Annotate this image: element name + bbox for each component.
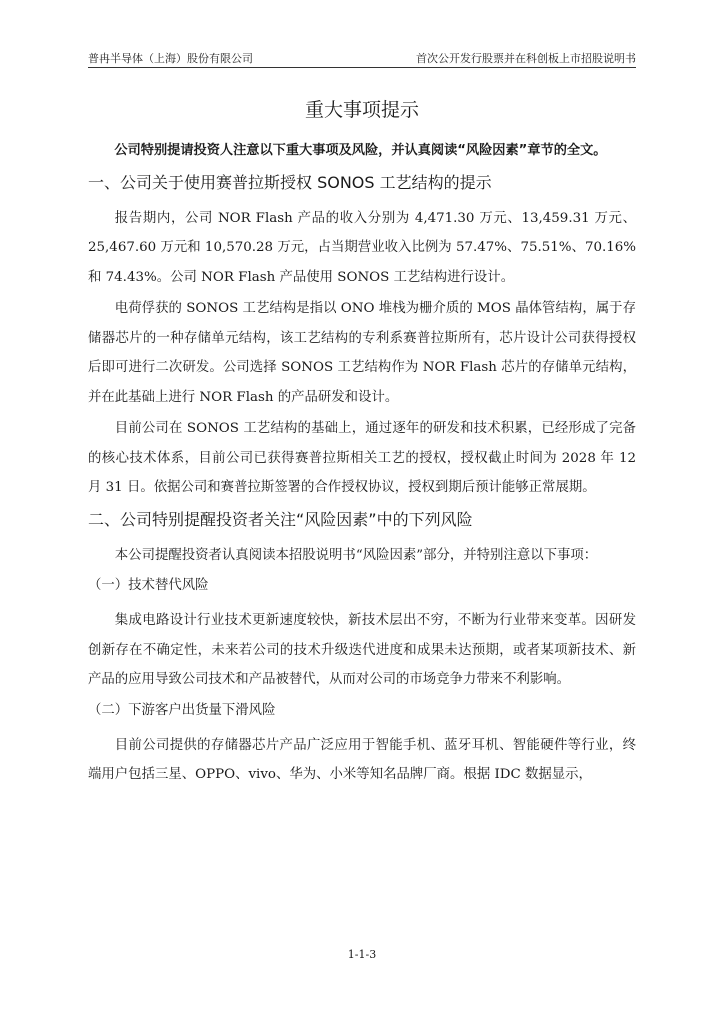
page-title: 重大事项提示 (304, 99, 419, 121)
subsection-2-heading: （二）下游客户出货量下滑风险 (88, 702, 276, 718)
page-number: 1-1-3 (347, 948, 377, 961)
subsection-1-text: 集成电路设计行业技术更新速度较快，新技术层出不穷，不断为行业带来变革。因研发创新存在不确定性，未来若公司的技术升级迭代进度和成果未达预期，或者某项新技术、新产品的应用导致公司技术和产品被替代，从而对公司的市场竞争力带来不利影响。 (88, 613, 636, 687)
header-document-title: 首次公开发行股票并在科创板上市招股说明书 (416, 52, 636, 65)
section-1-paragraph: 报告期内，公司 NOR Flash 产品的收入分别为 4,471.30 万元、13,459.31 万元、25,467.60 万元和 10,570.28 万元，占当期营业收入比例为 57.47%、75.51%、70.16%和 74.43%。公司 NOR Flash 产品使用 SONOS 工艺结构进行设计。 (88, 210, 636, 285)
subsection-1-heading: （一）技术替代风险 (88, 578, 209, 593)
document-body (88, 96, 636, 792)
section-1-paragraph: 电荷俘获的 SONOS 工艺结构是指以 ONO 堆栈为栅介质的 MOS 晶体管结构，属于存储器芯片的一种存储单元结构，该工艺结构的专利系赛普拉斯所有，芯片设计公司获得授权后即可进行二次研发。公司选择 SONOS 工艺结构作为 NOR Flash 芯片的存储单元结构，并在此基础上进行 NOR Flash 的产品研发和设计。 (88, 301, 636, 405)
header-company-name: 普冉半导体（上海）股份有限公司 (88, 52, 253, 65)
section-1-paragraph: 目前公司在 SONOS 工艺结构的基础上，通过逐年的研发和技术积累，已经形成了完备的核心技术体系，目前公司已获得赛普拉斯相关工艺的授权，授权截止时间为 2028 年 12 月 31 日。依据公司和赛普拉斯签署的合作授权协议，授权到期后预计能够正常展期。 (88, 421, 636, 495)
section-2-intro: 本公司提醒投资者认真阅读本招股说明书“风险因素”部分，并特别注意以下事项： (114, 547, 598, 563)
page-header (88, 50, 636, 66)
header-divider (88, 67, 636, 68)
section-1-heading: 一、公司关于使用赛普拉斯授权 SONOS 工艺结构的提示 (88, 172, 492, 192)
intro-paragraph: 公司特别提请投资人注意以下重大事项及风险，并认真阅读“风险因素”章节的全文。 (114, 143, 607, 158)
subsection-2-text: 目前公司提供的存储器芯片产品广泛应用于智能手机、蓝牙耳机、智能硬件等行业，终端用户包括三星、OPPO、vivo、华为、小米等知名品牌厂商。根据 IDC 数据显示， (88, 737, 636, 782)
section-2-heading: 二、公司特别提醒投资者关注“风险因素”中的下列风险 (88, 509, 473, 529)
